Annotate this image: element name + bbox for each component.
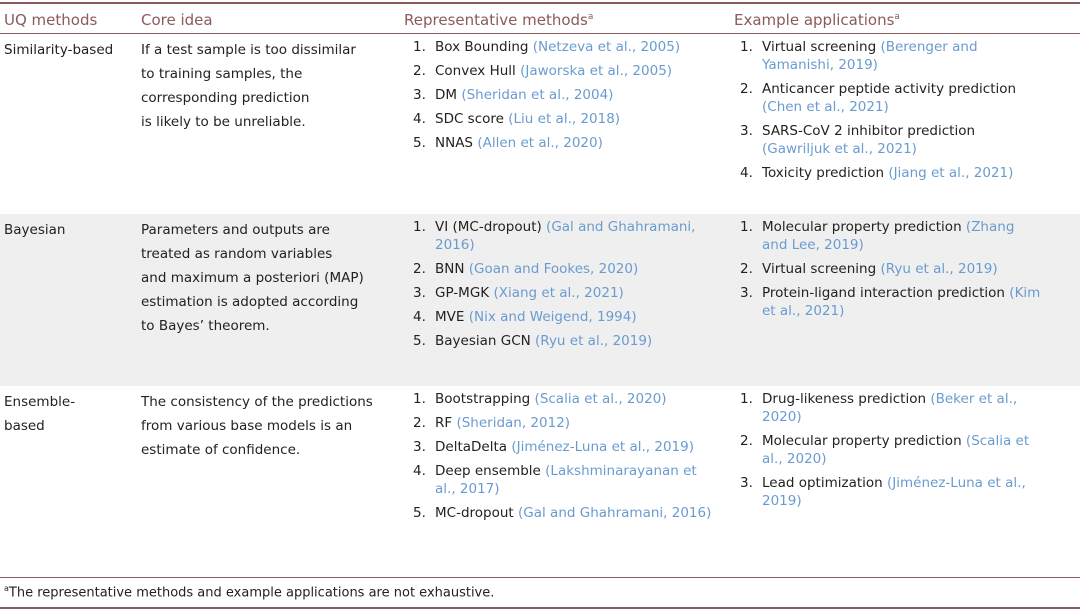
header-example-applications: Example applications$^a$ (734, 11, 900, 29)
citation-link[interactable]: (Sheridan et al., 2004) (461, 87, 614, 103)
list-item: 4. MVE (Nix and Weigend, 1994) (413, 309, 637, 325)
table-footnote: $^a$The representative methods and example applications are not exhaustive. (4, 584, 495, 601)
list-item: 2. Anticancer peptide activity prediction (Chen et al., 2021) (740, 81, 1017, 115)
list-item: 1. Virtual screening (Berenger and Yamanishi, 2019) (740, 39, 978, 73)
header-core-idea: Core idea (141, 11, 213, 29)
list-item: 3. DM (Sheridan et al., 2004) (413, 87, 614, 103)
core-idea-cell: Parameters and outputs are treated as random variables and maximum a posteriori (MAP) estimation is adopted according to Bayes’ theorem. (141, 222, 364, 334)
citation-link[interactable]: (Beker et al., 2020) (762, 391, 1018, 425)
example-applications-cell (740, 390, 1044, 516)
citation-link[interactable]: (Xiang et al., 2021) (493, 285, 624, 301)
citation-link[interactable]: (Berenger and Yamanishi, 2019) (762, 39, 978, 73)
method-name-cell: Similarity-based (4, 42, 114, 58)
citation-link[interactable]: (Sheridan, 2012) (456, 415, 571, 431)
citation-link[interactable]: (Goan and Fookes, 2020) (468, 261, 639, 277)
list-item: 2. Virtual screening (Ryu et al., 2019) (740, 261, 998, 277)
list-item: 3. DeltaDelta (Jiménez-Luna et al., 2019) (413, 439, 694, 455)
list-item: 2. Molecular property prediction (Scalia et al., 2020) (740, 433, 1030, 467)
core-idea-cell: The consistency of the predictions from various base models is an estimate of confidence. (141, 394, 373, 458)
core-idea-cell: If a test sample is too dissimilar to training samples, the corresponding prediction is likely to be unreliable. (141, 42, 356, 130)
example-applications-cell (740, 38, 1044, 188)
header-uq-methods: UQ methods (4, 11, 98, 29)
citation-link[interactable]: (Lakshminarayanan et al., 2017) (435, 463, 697, 497)
list-item: 5. Bayesian GCN (Ryu et al., 2019) (413, 333, 653, 349)
citation-link[interactable]: (Scalia et al., 2020) (762, 433, 1030, 467)
footnote-mark: a (894, 12, 900, 22)
citation-link[interactable]: (Gal and Ghahramani, 2016) (435, 219, 696, 253)
citation-link[interactable]: (Allen et al., 2020) (477, 135, 603, 151)
list-item: 5. NNAS (Allen et al., 2020) (413, 135, 603, 151)
citation-link[interactable]: (Gawriljuk et al., 2021) (762, 141, 917, 157)
representative-methods-cell (413, 390, 713, 528)
citation-link[interactable]: (Chen et al., 2021) (762, 99, 889, 115)
example-applications-cell (740, 218, 1044, 326)
list-item: 2. RF (Sheridan, 2012) (413, 415, 571, 431)
table-row-ensemble-based (0, 386, 1080, 577)
citation-link[interactable]: (Jaworska et al., 2005) (520, 63, 673, 79)
list-item: 2. Convex Hull (Jaworska et al., 2005) (413, 63, 673, 79)
list-item: 1. Bootstrapping (Scalia et al., 2020) (413, 391, 667, 407)
representative-methods-cell (413, 218, 713, 356)
list-item: 3. Lead optimization (Jiménez-Luna et al., 2019) (740, 475, 1026, 509)
list-item: 4. Toxicity prediction (Jiang et al., 2021) (740, 165, 1014, 181)
list-item: 4. SDC score (Liu et al., 2018) (413, 111, 621, 127)
citation-link[interactable]: (Kim et al., 2021) (762, 285, 1041, 319)
list-item: 3. Protein-ligand interaction prediction (Kim et al., 2021) (740, 285, 1041, 319)
citation-link[interactable]: (Jiang et al., 2021) (888, 165, 1014, 181)
citation-link[interactable]: (Netzeva et al., 2005) (532, 39, 681, 55)
citation-link[interactable]: (Gal and Ghahramani, 2016) (518, 505, 712, 521)
representative-methods-cell (413, 38, 713, 158)
citation-link[interactable]: (Jiménez-Luna et al., 2019) (762, 475, 1026, 509)
citation-link[interactable]: (Liu et al., 2018) (508, 111, 621, 127)
table-bottom-rule (0, 577, 1080, 578)
table-row-similarity-based (0, 34, 1080, 214)
method-name-cell: Bayesian (4, 222, 66, 238)
footnote-mark: a (587, 12, 594, 22)
table-row-bayesian (0, 214, 1080, 386)
footnote-mark: a (4, 584, 9, 593)
citation-link[interactable]: (Ryu et al., 2019) (880, 261, 998, 277)
method-name-cell: Ensemble- based (4, 394, 76, 434)
list-item: 2. BNN (Goan and Fookes, 2020) (413, 261, 639, 277)
citation-link[interactable]: (Jiménez-Luna et al., 2019) (511, 439, 694, 455)
list-item: 1. VI (MC-dropout) (Gal and Ghahramani, 2016) (413, 219, 696, 253)
list-item: 3. SARS-CoV 2 inhibitor prediction (Gawriljuk et al., 2021) (740, 123, 976, 157)
list-item: 1. Drug-likeness prediction (Beker et al., 2020) (740, 391, 1018, 425)
citation-link[interactable]: (Nix and Weigend, 1994) (468, 309, 637, 325)
table-header (0, 4, 1080, 33)
citation-link[interactable]: (Scalia et al., 2020) (534, 391, 667, 407)
citation-link[interactable]: (Zhang and Lee, 2019) (762, 219, 1015, 253)
citation-link[interactable]: (Ryu et al., 2019) (535, 333, 653, 349)
header-representative-methods: Representative methods$^a$ (404, 11, 594, 29)
list-item: 4. Deep ensemble (Lakshminarayanan et al., 2017) (413, 463, 697, 497)
list-item: 1. Box Bounding (Netzeva et al., 2005) (413, 39, 681, 55)
list-item: 5. MC-dropout (Gal and Ghahramani, 2016) (413, 505, 712, 521)
table-end-rule (0, 607, 1080, 609)
list-item: 1. Molecular property prediction (Zhang and Lee, 2019) (740, 219, 1015, 253)
list-item: 3. GP-MGK (Xiang et al., 2021) (413, 285, 624, 301)
